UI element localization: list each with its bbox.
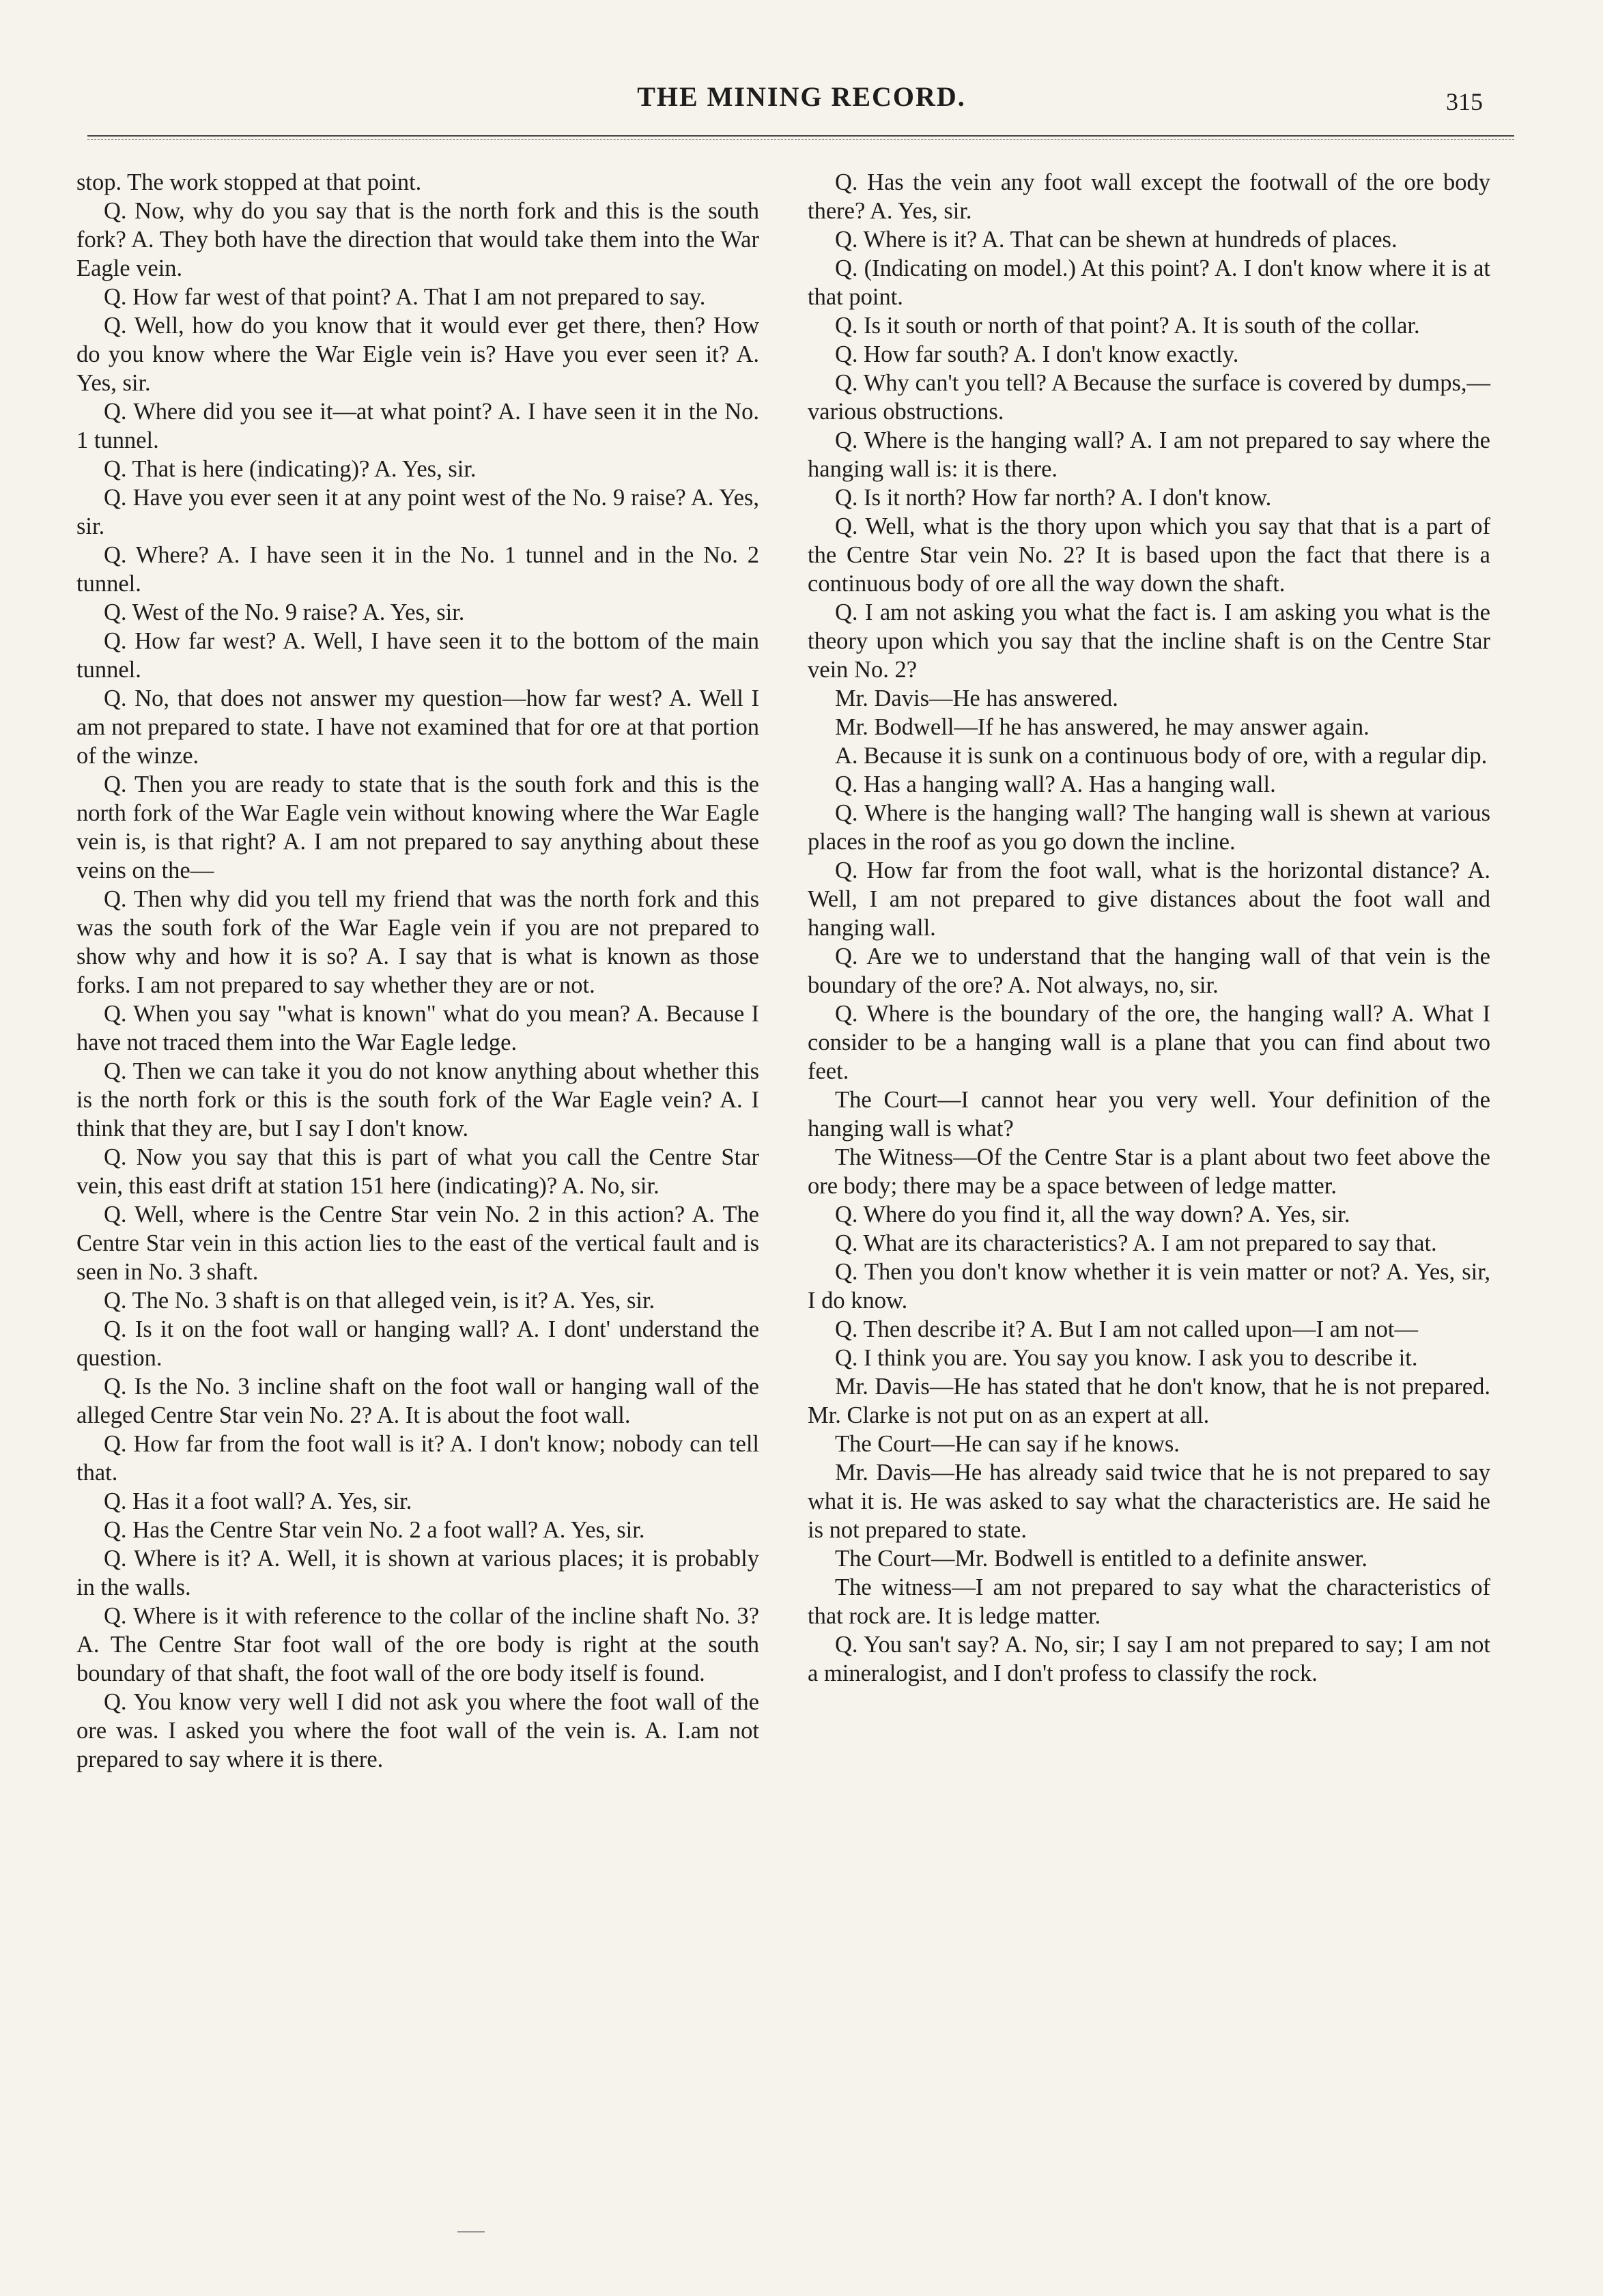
paragraph: Mr. Bodwell—If he has answered, he may answer again. — [835, 714, 1370, 740]
paragraph: Q. Where did you see it—at what point? A. I have seen it in the No. 1 tunnel. — [76, 399, 759, 453]
paragraph: Q. Where do you find it, all the way down? A. Yes, sir. — [835, 1202, 1350, 1228]
paragraph: Q. Is the No. 3 incline shaft on the foot wall or hanging wall of the alleged Centre Star vein No. 2? A. It is about the foot wall. — [76, 1374, 759, 1428]
running-head: THE MINING RECORD. — [637, 81, 966, 112]
paragraph: Q. West of the No. 9 raise? A. Yes, sir. — [104, 599, 465, 625]
paragraph: Mr. Davis—He has stated that he don't know, that he is not prepared. Mr. Clarke is not put on as an expert at all. — [808, 1374, 1490, 1428]
paragraph: Q. Where is the boundary of the ore, the hanging wall? A. What I consider to be a hanging wall is a plane that you can find about two feet. — [808, 1001, 1490, 1084]
paragraph: Q. Then we can take it you do not know anything about whether this is the north fork or this is the south fork of the War Eagle vein? A. I think that they are, but I say I don't know. — [76, 1058, 759, 1142]
paragraph: Q. No, that does not answer my question—how far west? A. Well I am not prepared to state. I have not examined that for ore at that portion of the winze. — [76, 685, 759, 769]
paragraph: Q. You know very well I did not ask you where the foot wall of the ore was. I asked you where the foot wall of the vein is. A. I.am not prepared to say where it is there. — [76, 1689, 759, 1772]
paragraph: Q. The No. 3 shaft is on that alleged vein, is it? A. Yes, sir. — [104, 1288, 655, 1314]
paragraph: Q. Then you are ready to state that is the south fork and this is the north fork of the War Eagle vein without knowing where the War Eagle vein is, is that right? A. I am not prepared to say anything about these veins on the— — [76, 771, 759, 883]
paragraph: Q. Now, why do you say that is the north fork and this is the south fork? A. They both have the direction that would take them into the War Eagle vein. — [76, 198, 759, 281]
paragraph: Q. I am not asking you what the fact is. I am asking you what is the theory upon which you say that the incline shaft is on the Centre Star vein No. 2? — [808, 599, 1490, 683]
paragraph: Q. Well, what is the thory upon which you say that that is a part of the Centre Star vein No. 2? It is based upon the fact that there is a continuous body of ore all the way down the shaft. — [808, 513, 1490, 597]
paragraph: Q. Where is the hanging wall? A. I am not prepared to say where the hanging wall is: it is there. — [808, 427, 1490, 482]
paragraph: Q. Then you don't know whether it is vein matter or not? A. Yes, sir, I do know. — [808, 1259, 1490, 1314]
paragraph: Q. Where is it? A. Well, it is shown at various places; it is probably in the walls. — [76, 1546, 759, 1600]
paragraph: Q. Is it on the foot wall or hanging wall? A. I dont' understand the question. — [76, 1316, 759, 1371]
paragraph: The Court—I cannot hear you very well. Your definition of the hanging wall is what? — [808, 1087, 1490, 1142]
right-column — [808, 168, 1490, 1688]
paragraph: Q. Are we to understand that the hanging wall of that vein is the boundary of the ore? A. Not always, no, sir. — [808, 944, 1490, 998]
paragraph: The Court—He can say if he knows. — [835, 1431, 1180, 1457]
paragraph: Q. Is it north? How far north? A. I don't know. — [835, 485, 1272, 511]
paragraph: Mr. Davis—He has already said twice that he is not prepared to say what it is. He was asked to say what the characteristics are. He said he is not prepared to state. — [808, 1460, 1490, 1543]
paragraph: Q. Now you say that this is part of what you call the Centre Star vein, this east drift at station 151 here (indicating)? A. No, sir. — [76, 1144, 759, 1199]
paragraph: Q. How far west of that point? A. That I am not prepared to say. — [104, 284, 706, 310]
paragraph: Q. How far from the foot wall is it? A. I don't know; nobody can tell that. — [76, 1431, 759, 1486]
paragraph: The witness—I am not prepared to say what the characteristics of that rock are. It is ledge matter. — [808, 1574, 1490, 1629]
paragraph: Q. Why can't you tell? A Because the surface is covered by dumps,—various obstructions. — [808, 370, 1490, 425]
paragraph: Q. How far from the foot wall, what is the horizontal distance? A. Well, I am not prepared to give distances about the foot wall and hanging wall. — [808, 858, 1490, 941]
paragraph: Q. Has a hanging wall? A. Has a hanging wall. — [835, 771, 1276, 797]
paragraph: stop. The work stopped at that point. — [76, 169, 422, 195]
paragraph: Q. I think you are. You say you know. I ask you to describe it. — [835, 1345, 1418, 1371]
paragraph: The Witness—Of the Centre Star is a plant about two feet above the ore body; there may be a space between of ledge matter. — [808, 1144, 1490, 1199]
paragraph: Q. Where is it? A. That can be shewn at hundreds of places. — [835, 227, 1398, 253]
paragraph: Q. Has it a foot wall? A. Yes, sir. — [104, 1488, 412, 1514]
paragraph: Q. Has the vein any foot wall except the footwall of the ore body there? A. Yes, sir. — [808, 169, 1490, 224]
left-column — [76, 168, 759, 1774]
paragraph: Q. How far west? A. Well, I have seen it to the bottom of the main tunnel. — [76, 628, 759, 683]
paragraph: Q. Have you ever seen it at any point west of the No. 9 raise? A. Yes, sir. — [76, 485, 759, 539]
paragraph: Q. Then describe it? A. But I am not called upon—I am not— — [835, 1316, 1419, 1342]
paragraph: Q. Where is the hanging wall? The hanging wall is shewn at various places in the roof as you go down the incline. — [808, 800, 1490, 855]
page-number: 315 — [1446, 88, 1483, 115]
paragraph: Q. Well, where is the Centre Star vein No. 2 in this action? A. The Centre Star vein in this action lies to the east of the vertical fault and is seen in No. 3 shaft. — [76, 1202, 759, 1285]
paragraph: Q. Where is it with reference to the collar of the incline shaft No. 3? A. The Centre Star foot wall of the ore body is right at the south boundary of that shaft, the foot wall of the ore body itself is found. — [76, 1603, 759, 1686]
paragraph: Q. (Indicating on model.) At this point? A. I don't know where it is at that point. — [808, 255, 1490, 310]
paragraph: Q. Then why did you tell my friend that was the north fork and this was the south fork of the War Eagle vein if you are not prepared to show why and how it is so? A. I say that is what is known as those forks. I am not prepared to say whether they are or not. — [76, 886, 759, 998]
paragraph: Q. That is here (indicating)? A. Yes, sir. — [104, 456, 477, 482]
paragraph: The Court—Mr. Bodwell is entitled to a definite answer. — [835, 1546, 1367, 1572]
paragraph: Q. Has the Centre Star vein No. 2 a foot wall? A. Yes, sir. — [104, 1517, 645, 1543]
paragraph: Mr. Davis—He has answered. — [835, 685, 1118, 711]
paragraph: Q. Where? A. I have seen it in the No. 1 tunnel and in the No. 2 tunnel. — [76, 542, 759, 597]
paragraph: Q. How far south? A. I don't know exactly. — [835, 341, 1239, 367]
paragraph: Q. Is it south or north of that point? A. It is south of the collar. — [835, 313, 1420, 339]
paragraph: Q. When you say "what is known" what do you mean? A. Because I have not traced them into the War Eagle ledge. — [76, 1001, 759, 1055]
paragraph: A. Because it is sunk on a continuous body of ore, with a regular dip. — [835, 743, 1488, 769]
paragraph: Q. You san't say? A. No, sir; I say I am not prepared to say; I am not a mineralogist, and I don't profess to classify the rock. — [808, 1632, 1490, 1686]
header-rule — [87, 135, 1514, 140]
footer-rule — [457, 2231, 485, 2233]
paragraph: Q. Well, how do you know that it would ever get there, then? How do you know where the War Eigle vein is? Have you ever seen it? A. Yes, sir. — [76, 313, 759, 396]
paragraph: Q. What are its characteristics? A. I am not prepared to say that. — [835, 1230, 1437, 1256]
